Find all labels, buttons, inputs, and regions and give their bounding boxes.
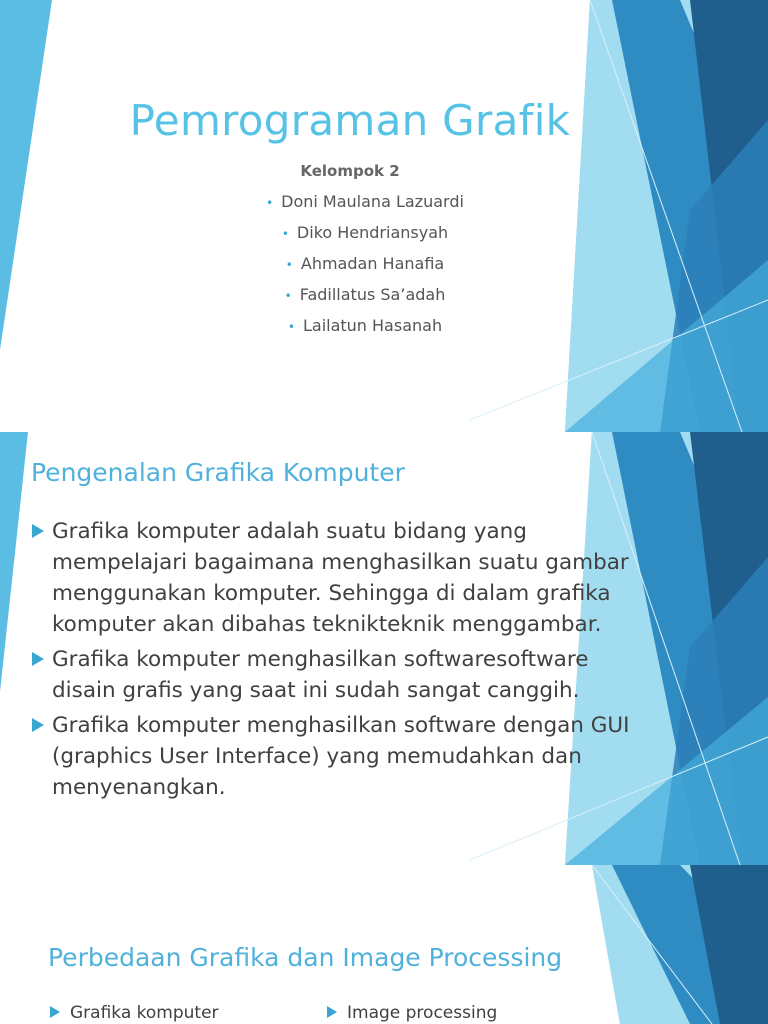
column-heading-text: Image processing [347,1003,498,1023]
member-item [0,221,730,252]
bullet-icon: • [284,289,292,303]
member-name: Fadillatus Sa’adah [299,285,446,304]
slide-title: Perbedaan Grafika dan Image Processing [48,943,563,972]
triangle-bullet-icon [32,718,44,732]
member-item [0,252,730,283]
triangle-bullet-icon [32,652,44,666]
member-list [0,190,730,345]
group-label: Kelompok 2 [300,162,400,180]
left-column-heading [48,1003,219,1023]
right-column-heading [325,1003,497,1023]
column-heading-text: Grafika komputer [70,1003,219,1023]
title-slide [0,0,768,432]
member-name: Lailatun Hasanah [302,316,443,335]
bullet-text: Grafika komputer adalah suatu bidang yang mempelajari bagaimana menghasilkan suatu gambar menggunakan komputer. Sehingga di dalam grafika komputer akan dibahas teknikteknik menggambar. [52,519,629,637]
bullet-item [30,644,650,706]
member-item [0,283,730,314]
comparison-slide [0,865,768,1024]
bullet-text: Grafika komputer menghasilkan software dengan GUI (graphics User Interface) yang memudahkan dan menyenangkan. [52,713,630,800]
bullet-icon: • [266,196,274,210]
bullet-icon: • [287,320,295,334]
bullet-item [30,516,650,640]
member-name: Doni Maulana Lazuardi [281,192,464,211]
triangle-bullet-icon [50,1006,60,1018]
member-name: Diko Hendriansyah [296,223,449,242]
bullet-icon: • [281,227,289,241]
presentation-title: Pemrograman Grafik [129,96,571,145]
slide-title: Pengenalan Grafika Komputer [31,458,405,487]
bullet-text: Grafika komputer menghasilkan softwaresoftware disain grafis yang saat ini sudah sangat canggih. [52,647,589,703]
bullet-list [30,516,650,807]
member-item [0,190,730,221]
triangle-bullet-icon [327,1006,337,1018]
bullet-icon: • [285,258,293,272]
member-item [0,314,730,345]
left-accent-shape [0,432,28,692]
triangle-bullet-icon [32,524,44,538]
member-name: Ahmadan Hanafia [300,254,445,273]
bullet-item [30,710,650,803]
intro-slide [0,432,768,865]
